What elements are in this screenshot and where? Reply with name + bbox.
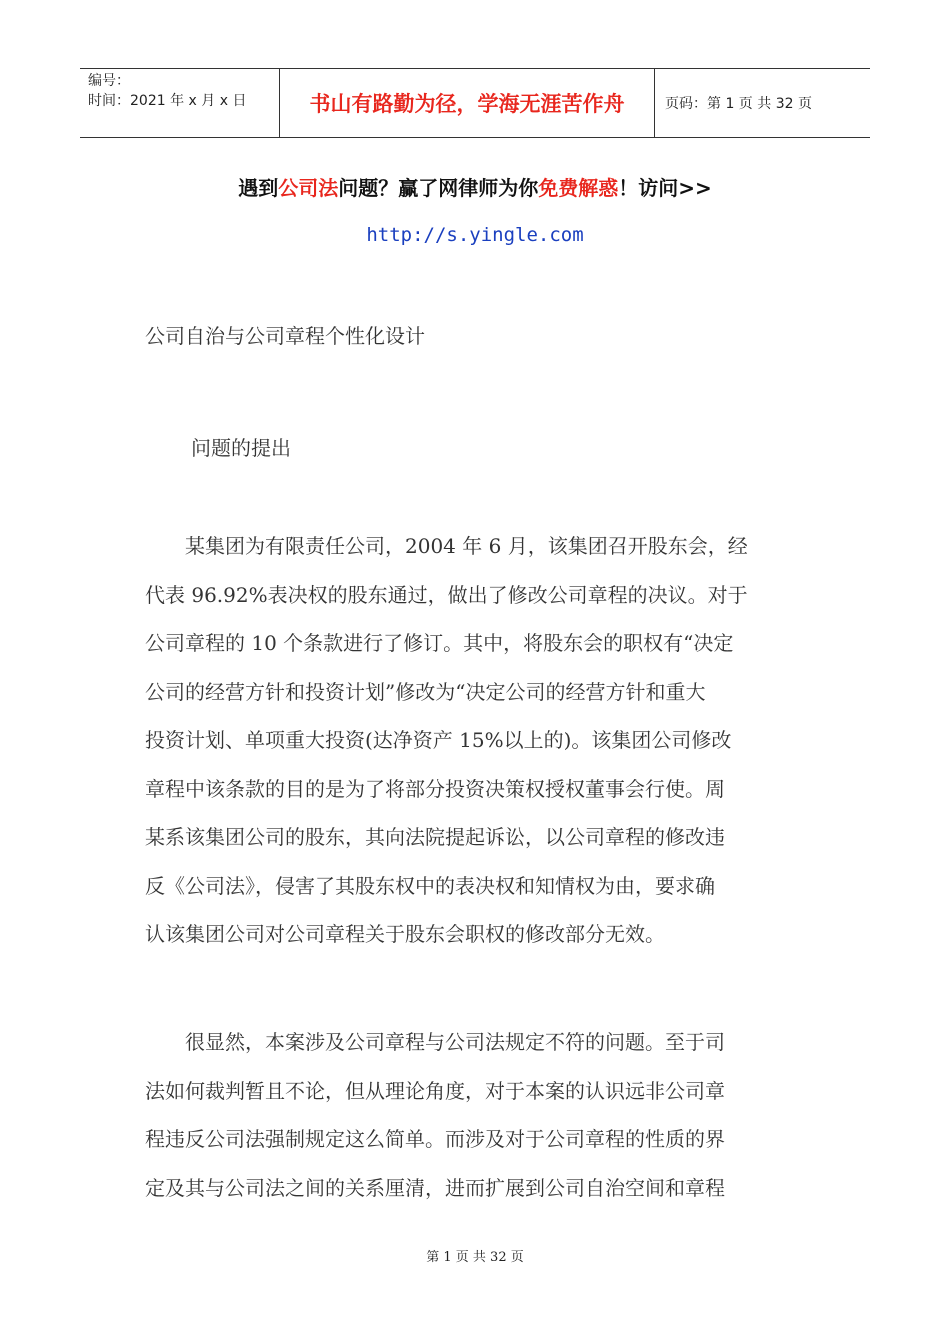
promo-banner bbox=[0, 172, 950, 201]
paragraph-line: 公司章程的 10 个条款进行了修订。其中，将股东会的职权有“决定 bbox=[145, 631, 734, 655]
header-motto: 书山有路勤为径，学海无涯苦作舟 bbox=[280, 69, 655, 137]
paragraph-line: 程违反公司法强制规定这么简单。而涉及对于公司章程的性质的界 bbox=[145, 1127, 725, 1151]
paragraph-line: 代表 96.92%表决权的股东通过，做出了修改公司章程的决议。对于 bbox=[145, 582, 748, 607]
number-label: 编号： bbox=[88, 73, 130, 89]
header-meta-cell bbox=[80, 69, 280, 137]
document-header bbox=[80, 68, 870, 138]
paragraph-line: 投资计划、单项重大投资(达净资产 15%以上的)。该集团公司修改 bbox=[145, 728, 732, 752]
promo-text-1: 遇到 bbox=[238, 176, 279, 200]
date-label: 时间：2021 年 x 月 x 日 bbox=[88, 93, 247, 109]
promo-text-2: 问题？赢了网律师为你 bbox=[338, 176, 539, 200]
promo-keyword-company-law: 公司法 bbox=[278, 176, 339, 200]
paragraph-1 bbox=[145, 522, 805, 959]
paragraph-line: 法如何裁判暂且不论，但从理论角度，对于本案的认识远非公司章 bbox=[145, 1078, 725, 1103]
paragraph-line: 反《公司法》，侵害了其股东权中的表决权和知情权为由，要求确 bbox=[145, 873, 715, 898]
paragraph-line: 公司的经营方针和投资计划”修改为“决定公司的经营方针和重大 bbox=[145, 679, 706, 704]
paragraph-line: 很显然，本案涉及公司章程与公司法规定不符的问题。至于司 bbox=[145, 1030, 725, 1054]
paragraph-line: 章程中该条款的目的是为了将部分投资决策权授权董事会行使。周 bbox=[145, 776, 725, 801]
header-page-info: 页码：第 1 页 共 32 页 bbox=[665, 96, 812, 112]
paragraph-line: 某系该集团公司的股东，其向法院提起诉讼，以公司章程的修改违 bbox=[145, 825, 725, 849]
promo-keyword-free: 免费解惑 bbox=[538, 176, 619, 200]
document-title: 公司自治与公司章程个性化设计 bbox=[145, 324, 425, 348]
page-footer: 第 1 页 共 32 页 bbox=[426, 1250, 524, 1265]
paragraph-line: 定及其与公司法之间的关系厘清，进而扩展到公司自治空间和章程 bbox=[145, 1175, 725, 1200]
paragraph-line: 认该集团公司对公司章程关于股东会职权的修改部分无效。 bbox=[145, 922, 665, 946]
paragraph-line: 某集团为有限责任公司，2004 年 6 月，该集团召开股东会，经 bbox=[145, 534, 748, 558]
promo-link[interactable]: http://s.yingle.com bbox=[366, 224, 584, 246]
paragraph-2 bbox=[145, 1018, 805, 1212]
promo-text-3: ！访问>> bbox=[618, 176, 712, 200]
section-heading: 问题的提出 bbox=[191, 436, 291, 460]
